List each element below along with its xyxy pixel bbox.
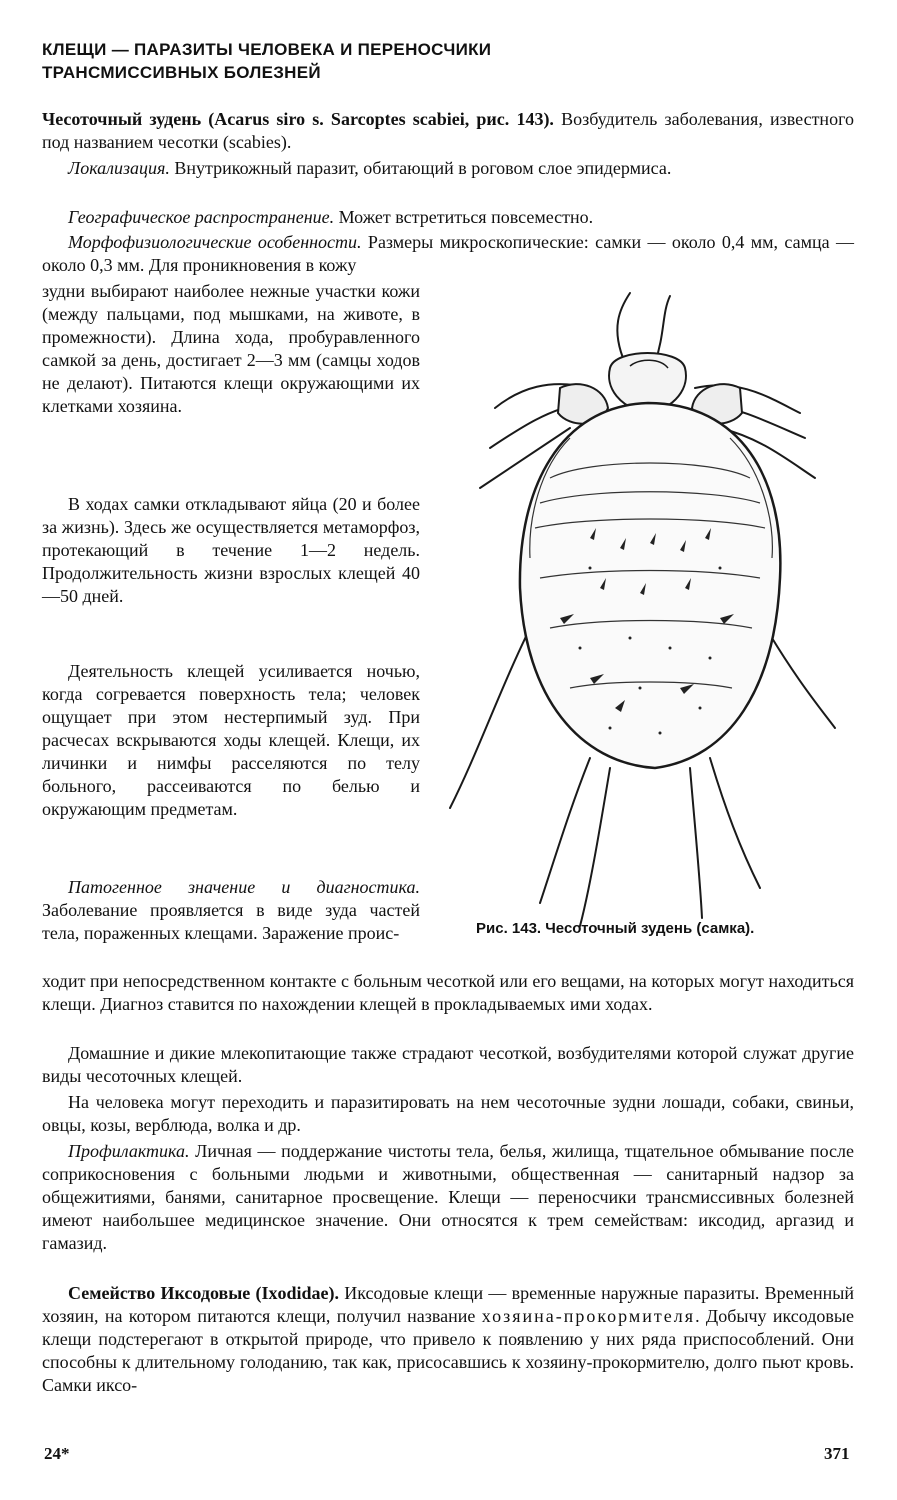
morpho-paragraph <box>42 231 854 277</box>
header-line-1: КЛЕЩИ — ПАРАЗИТЫ ЧЕЛОВЕКА И ПЕРЕНОСЧИКИ <box>42 40 492 59</box>
signature-mark: 24* <box>44 1444 70 1463</box>
mite-illustration <box>440 288 860 928</box>
morpho-text: Размеры микроскопические: самки — около 0,4 мм, самца — около 0,3 мм. Для проникновения в кожу <box>42 232 855 275</box>
geography-paragraph <box>42 206 854 229</box>
pathogenic-text: Заболевание проявляется в виде зуда частей тела, пораженных клещами. Заражение проис- <box>42 900 420 943</box>
domestic-paragraph: Домашние и дикие млекопитающие также страдают чесоткой, возбудителями которой служат другие виды чесоточных клещей. <box>42 1043 854 1086</box>
figure-caption: Рис. 143. Чесоточный зудень (самка). <box>476 920 755 937</box>
ixodidae-spaced-term: хозяина-прокормителя <box>481 1306 696 1326</box>
geography-text: Может встретиться повсеместно. <box>334 207 594 227</box>
intro-title: Чесоточный зудень (Acarus siro s. Sarcoptes scabiei, рис. 143). <box>42 109 554 129</box>
intro-text: Возбудитель заболевания, известного под названием чесотки (scabies). <box>42 109 854 152</box>
ixodidae-text-1: Иксодовые клещи — временные наружные паразиты. Временный хозяин, на котором питаются клещи, получил название <box>42 1283 855 1326</box>
page-number: 371 <box>824 1444 850 1463</box>
localization-label: Локализация. <box>68 158 170 178</box>
pathogenic-label: Патогенное значение и диагностика. <box>68 877 420 897</box>
left-column-p2: В ходах самки откладывают яйца (20 и более за жизнь). Здесь же осуществляется метаморфоз, протекающий в течение 1—2 недель. Продолжительность жизни взрослых клещей 40—50 дней. <box>42 494 420 606</box>
morpho-label: Морфофизиологические особенности. <box>68 232 362 252</box>
prophylaxis-paragraph <box>42 1140 854 1255</box>
ixodidae-text-2: . Добычу иксодовые клещи подстерегают в открытой природе, что привело к появлению у них ряда приспособлений. Они способны к длительному голоданию, так как, присосавшись к хозяину-прокормителю, долго пьют кровь. Самки иксо- <box>42 1306 854 1395</box>
intro-paragraph <box>42 108 854 154</box>
prophylaxis-text: Личная — поддержание чистоты тела, белья, жилища, тщательное обмывание после соприкосновения с больными людьми и животными, общественная — санитарный надзор за общежитиями, банями, санитарное просвещение. Клещи — переносчики трансмиссивных болезней имеют наибольшее медицинское значение. Они относятся к трем семействам: иксодид, аргазид и гамазид. <box>42 1141 854 1253</box>
ixodidae-title: Семейство Иксодовые (Ixodidae). <box>68 1283 340 1303</box>
geography-label: Географическое распространение. <box>68 207 335 227</box>
left-column-p1: зудни выбирают наиболее нежные участки кожи (между пальцами, под мышками, на животе, в промежности). Длина хода, пробуравленного самкой за день, достигает 2—3 мм (самцы ходов не делают). Питаются клещи окружающими их клетками хозяина. <box>42 281 420 416</box>
left-column-p4 <box>42 876 420 945</box>
localization-text: Внутрикожный паразит, обитающий в роговом слое эпидермиса. <box>169 158 672 178</box>
animals-paragraph: На человека могут переходить и паразитировать на нем чесоточные зудни лошади, собаки, свиньи, овцы, козы, верблюда, волка и др. <box>42 1092 854 1135</box>
localization-paragraph <box>42 157 854 180</box>
left-column-p3: Деятельность клещей усиливается ночью, когда согревается поверхность тела; человек ощущает при этом нестерпимый зуд. При расчесах вскрываются ходы клещей. Клещи, их личинки и нимфы расселяются по телу больного, рассеиваются по белью и окружающим предметам. <box>42 661 420 819</box>
continuation-paragraph: ходит при непосредственном контакте с больным чесоткой или его вещами, на которых могут находиться клещи. Диагноз ставится по нахождении клещей в прокладываемых ими ходах. <box>42 971 854 1014</box>
ixodidae-paragraph <box>42 1282 854 1397</box>
prophylaxis-label: Профилактика. <box>68 1141 190 1161</box>
header-line-2: ТРАНСМИССИВНЫХ БОЛЕЗНЕЙ <box>42 63 321 82</box>
scabies-mite-drawing <box>440 288 860 928</box>
page-header <box>42 38 642 84</box>
